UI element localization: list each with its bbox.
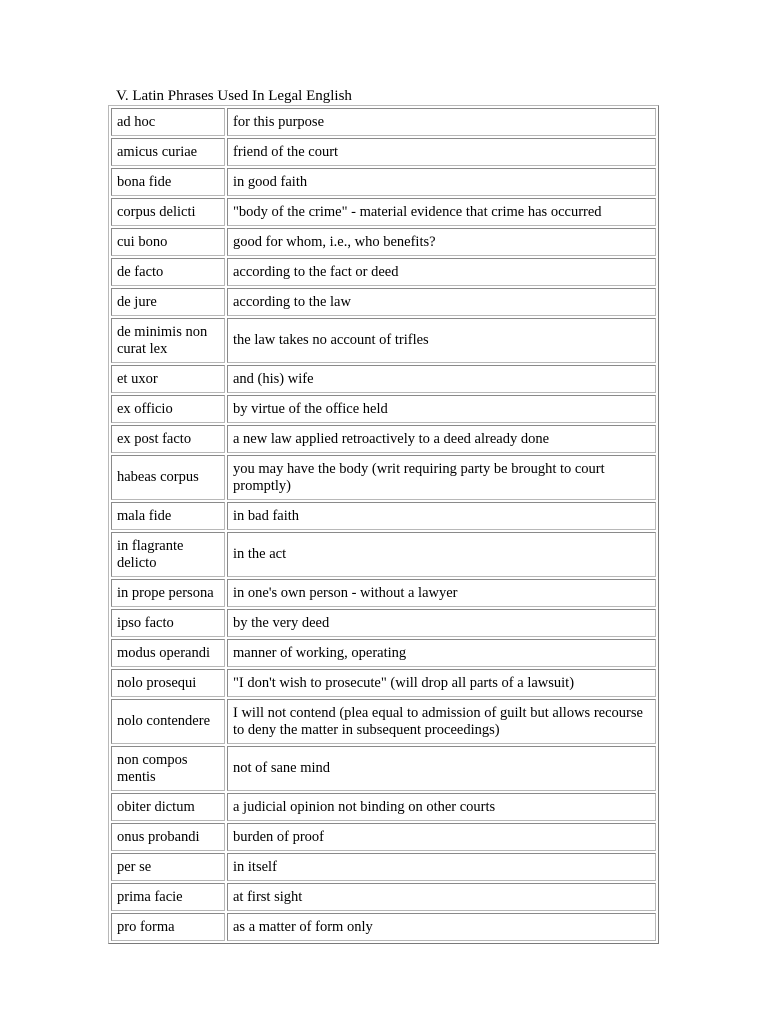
table-row: [111, 746, 656, 791]
table-row: [111, 793, 656, 821]
phrase-term: in prope persona: [111, 579, 225, 607]
phrase-definition: the law takes no account of trifles: [227, 318, 656, 363]
table-row: [111, 669, 656, 697]
phrase-definition: by the very deed: [227, 609, 656, 637]
phrase-definition: I will not contend (plea equal to admission of guilt but allows recourse to deny the matter in subsequent proceedings): [227, 699, 656, 744]
document-section: [108, 87, 659, 944]
table-row: [111, 198, 656, 226]
phrase-term: per se: [111, 853, 225, 881]
phrase-definition: "I don't wish to prosecute" (will drop all parts of a lawsuit): [227, 669, 656, 697]
phrase-term: bona fide: [111, 168, 225, 196]
table-row: [111, 823, 656, 851]
phrase-definition: in one's own person - without a lawyer: [227, 579, 656, 607]
phrase-term: amicus curiae: [111, 138, 225, 166]
table-row: [111, 138, 656, 166]
phrase-definition: for this purpose: [227, 108, 656, 136]
phrase-definition: in itself: [227, 853, 656, 881]
phrase-term: habeas corpus: [111, 455, 225, 500]
table-row: [111, 455, 656, 500]
phrase-definition: a new law applied retroactively to a deed already done: [227, 425, 656, 453]
table-row: [111, 228, 656, 256]
phrase-definition: you may have the body (writ requiring party be brought to court promptly): [227, 455, 656, 500]
phrase-term: obiter dictum: [111, 793, 225, 821]
table-row: [111, 913, 656, 941]
phrase-term: modus operandi: [111, 639, 225, 667]
table-row: [111, 288, 656, 316]
phrase-term: prima facie: [111, 883, 225, 911]
table-row: [111, 639, 656, 667]
phrase-term: mala fide: [111, 502, 225, 530]
table-row: [111, 853, 656, 881]
table-row: [111, 395, 656, 423]
table-row: [111, 168, 656, 196]
phrase-term: ad hoc: [111, 108, 225, 136]
phrase-definition: friend of the court: [227, 138, 656, 166]
latin-phrases-table: [108, 105, 659, 944]
phrase-definition: manner of working, operating: [227, 639, 656, 667]
phrase-term: de jure: [111, 288, 225, 316]
table-row: [111, 108, 656, 136]
phrase-definition: a judicial opinion not binding on other courts: [227, 793, 656, 821]
phrase-definition: according to the law: [227, 288, 656, 316]
phrase-term: ex post facto: [111, 425, 225, 453]
table-row: [111, 502, 656, 530]
table-row: [111, 883, 656, 911]
phrase-definition: at first sight: [227, 883, 656, 911]
phrase-definition: "body of the crime" - material evidence that crime has occurred: [227, 198, 656, 226]
table-row: [111, 532, 656, 577]
table-row: [111, 609, 656, 637]
table-row: [111, 318, 656, 363]
table-row: [111, 579, 656, 607]
phrase-definition: in good faith: [227, 168, 656, 196]
phrase-definition: good for whom, i.e., who benefits?: [227, 228, 656, 256]
phrase-term: et uxor: [111, 365, 225, 393]
table-row: [111, 425, 656, 453]
phrase-term: de minimis non curat lex: [111, 318, 225, 363]
phrase-definition: in bad faith: [227, 502, 656, 530]
phrase-term: cui bono: [111, 228, 225, 256]
phrase-term: nolo contendere: [111, 699, 225, 744]
phrase-definition: in the act: [227, 532, 656, 577]
phrase-term: ipso facto: [111, 609, 225, 637]
phrase-definition: according to the fact or deed: [227, 258, 656, 286]
phrase-term: onus probandi: [111, 823, 225, 851]
phrase-term: de facto: [111, 258, 225, 286]
phrase-term: nolo prosequi: [111, 669, 225, 697]
phrase-term: ex officio: [111, 395, 225, 423]
phrase-term: corpus delicti: [111, 198, 225, 226]
table-row: [111, 258, 656, 286]
phrase-definition: not of sane mind: [227, 746, 656, 791]
phrase-term: pro forma: [111, 913, 225, 941]
table-row: [111, 365, 656, 393]
phrase-definition: burden of proof: [227, 823, 656, 851]
phrase-definition: and (his) wife: [227, 365, 656, 393]
phrase-term: in flagrante delicto: [111, 532, 225, 577]
phrase-definition: as a matter of form only: [227, 913, 656, 941]
phrase-definition: by virtue of the office held: [227, 395, 656, 423]
table-row: [111, 699, 656, 744]
section-caption: V. Latin Phrases Used In Legal English: [116, 88, 352, 104]
phrase-term: non compos mentis: [111, 746, 225, 791]
